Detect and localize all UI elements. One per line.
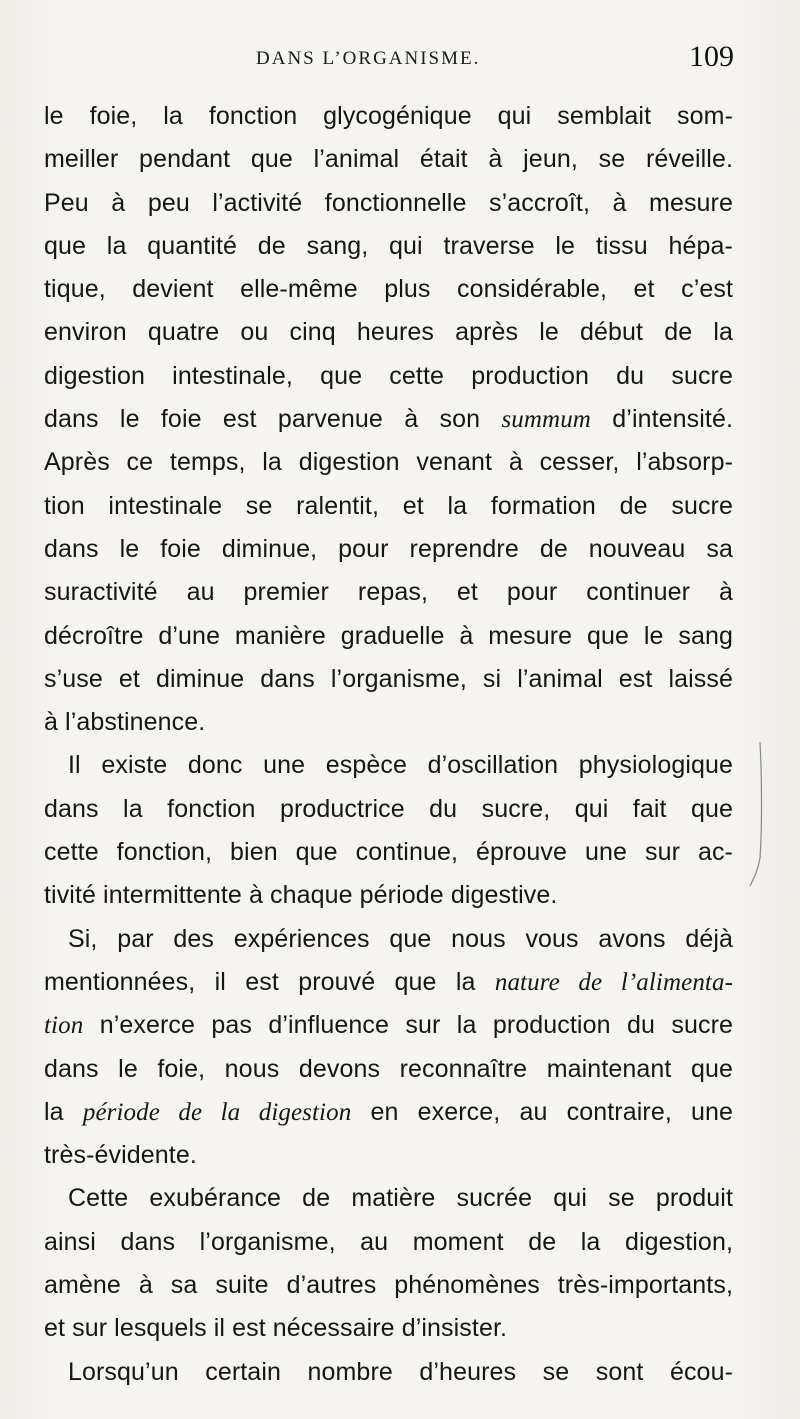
page-header bbox=[44, 40, 734, 80]
text-line: Cette exubérance de matière sucrée qui se produit bbox=[68, 1184, 733, 1213]
text-line: Peu à peu l’activité fonctionnelle s’accroît, à mesure bbox=[44, 188, 733, 217]
pencil-margin-mark bbox=[748, 740, 768, 890]
text-line: dans la fonction productrice du sucre, qui fait que bbox=[44, 794, 733, 823]
text-line: tique, devient elle-même plus considérable, et c’est bbox=[44, 275, 733, 304]
running-head: DANS L’ORGANISME. bbox=[256, 48, 481, 69]
text-line: dans le foie, nous devons reconnaître maintenant que bbox=[44, 1054, 733, 1083]
text-line: décroître d’une manière graduelle à mesure que le sang bbox=[44, 621, 733, 650]
text-line: environ quatre ou cinq heures après le début de la bbox=[44, 318, 733, 347]
text-segment: n’exerce pas d’influence sur la production du sucre bbox=[99, 1011, 733, 1040]
text-line bbox=[44, 398, 733, 441]
italic-term: nature de l’alimenta- bbox=[494, 968, 733, 996]
text-line: amène à sa suite d’autres phénomènes très-importants, bbox=[44, 1271, 733, 1300]
text-line: le foie, la fonction glycogénique qui semblait som- bbox=[44, 102, 733, 130]
text-line bbox=[44, 1091, 733, 1134]
text-segment: d’intensité. bbox=[612, 405, 734, 434]
text-line: digestion intestinale, que cette production du sucre bbox=[44, 361, 733, 390]
text-line: Il existe donc une espèce d’oscillation physiologique bbox=[68, 751, 733, 780]
text-segment: mentionnées, il est prouvé que la bbox=[44, 967, 476, 996]
text-line: tion intestinale se ralentit, et la formation de sucre bbox=[44, 491, 733, 520]
text-line: à l’abstinence. bbox=[44, 708, 206, 737]
text-line: très-évidente. bbox=[44, 1141, 197, 1170]
text-line: Après ce temps, la digestion venant à cesser, l’absorp- bbox=[44, 448, 733, 477]
italic-term: période de la digestion bbox=[82, 1098, 352, 1126]
text-line: Si, par des expériences que nous vous avons déjà bbox=[68, 924, 733, 953]
text-line: dans le foie diminue, pour reprendre de nouveau sa bbox=[44, 534, 733, 563]
page-number: 109 bbox=[689, 40, 734, 73]
text-segment: dans le foie est parvenue à son bbox=[44, 405, 481, 434]
text-line: cette fonction, bien que continue, éprouve une sur ac- bbox=[44, 838, 733, 867]
body-text bbox=[44, 95, 733, 1394]
italic-term: summum bbox=[501, 406, 591, 434]
text-line bbox=[44, 1004, 733, 1047]
text-line: que la quantité de sang, qui traverse le tissu hépa- bbox=[44, 231, 733, 260]
text-line: et sur lesquels il est nécessaire d’insister. bbox=[44, 1314, 508, 1343]
text-line: tivité intermittente à chaque période digestive. bbox=[44, 881, 558, 910]
italic-term: tion bbox=[44, 1012, 84, 1040]
text-segment: la bbox=[44, 1097, 64, 1126]
text-line: ainsi dans l’organisme, au moment de la digestion, bbox=[44, 1227, 733, 1256]
text-line: suractivité au premier repas, et pour continuer à bbox=[44, 578, 733, 607]
text-line: meiller pendant que l’animal était à jeun, se réveille. bbox=[44, 145, 733, 174]
text-segment: en exerce, au contraire, une bbox=[370, 1097, 734, 1126]
text-line: s’use et diminue dans l’organisme, si l’animal est laissé bbox=[44, 664, 733, 693]
text-line: Lorsqu’un certain nombre d’heures se sont écou- bbox=[68, 1357, 733, 1386]
text-line bbox=[44, 961, 733, 1004]
